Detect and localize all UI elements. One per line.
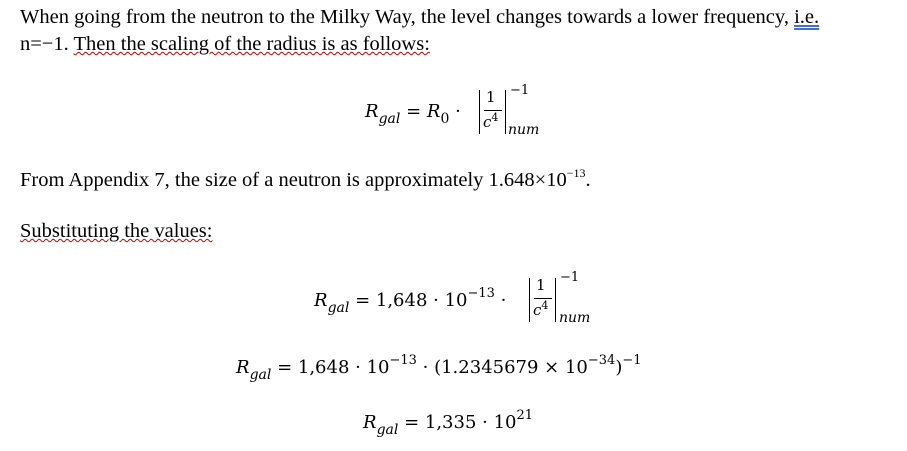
equation-expression: ) [615, 357, 623, 378]
equation-exponent: −34 [587, 353, 616, 368]
equation-exponent: 21 [516, 408, 534, 423]
fraction-numerator: 1 [536, 276, 546, 294]
equation-subscript: gal [378, 111, 401, 127]
abs-bar-left [529, 278, 530, 322]
abs-bar-left [479, 90, 480, 134]
equation-symbol: R [363, 412, 377, 433]
paragraph-text-end: . [585, 169, 591, 191]
equation-exponent: −1 [622, 353, 642, 368]
equation-expression: = 1,648 · 10 [349, 290, 468, 311]
equation-subscript: gal [376, 422, 399, 438]
paragraph-text: n=−1. [20, 33, 74, 55]
equation-operator: · [449, 101, 461, 122]
paragraph-neutron-size [20, 168, 591, 193]
fraction-abs-one-over-c4 [526, 270, 598, 330]
grammar-flagged-text: i.e. [794, 6, 820, 28]
paragraph-exponent: −13 [566, 166, 586, 180]
paragraph-text: From Appendix 7, the size of a neutron is approximately 1.648×10 [20, 169, 567, 191]
equation-expression: · (1.2345679 × 10 [416, 357, 588, 378]
fraction-numerator: 1 [486, 88, 496, 106]
abs-bar-right [505, 90, 506, 134]
spelling-flagged-text: Then the scaling of the radius is as follows: [73, 33, 430, 55]
subscript-num: num [508, 122, 540, 138]
paragraph-substituting [20, 219, 212, 244]
spelling-flagged-text: Substituting the values: [20, 220, 213, 242]
equation-subscript: 0 [440, 111, 450, 127]
equation-exponent: −13 [467, 286, 495, 301]
equation-symbol: R [426, 101, 441, 122]
equation-operator: · [494, 290, 507, 311]
equation-result [363, 408, 534, 438]
equation-symbol: R [236, 357, 250, 378]
equation-expression: = 1,335 · 10 [398, 412, 517, 433]
equation-expression: = 1,648 · 10 [271, 357, 390, 378]
equation-substituted [314, 286, 507, 316]
equation-symbol: R [314, 290, 328, 311]
subscript-num: num [559, 310, 591, 326]
paragraph-text: When going from the neutron to the Milky Way, the level changes towards a lower frequency, [20, 6, 795, 28]
abs-bar-right [555, 278, 556, 322]
equation-exponent: −13 [389, 353, 417, 368]
equation-numeric-substitution [236, 353, 642, 383]
paragraph-level-change-line2 [20, 32, 430, 57]
equation-subscript: gal [327, 300, 350, 316]
equation-symbol: R [365, 101, 379, 122]
outer-exponent: −1 [560, 270, 580, 285]
fraction-denominator: $c^4$ [483, 111, 499, 131]
paragraph-level-change-line1 [20, 5, 819, 30]
equation-operator: = [400, 101, 427, 122]
equation-scaling-radius [365, 101, 461, 127]
fraction-denominator: $c^4$ [533, 299, 549, 319]
equation-subscript: gal [249, 367, 272, 383]
outer-exponent: −1 [510, 83, 530, 98]
fraction-abs-one-over-c4 [476, 83, 546, 142]
